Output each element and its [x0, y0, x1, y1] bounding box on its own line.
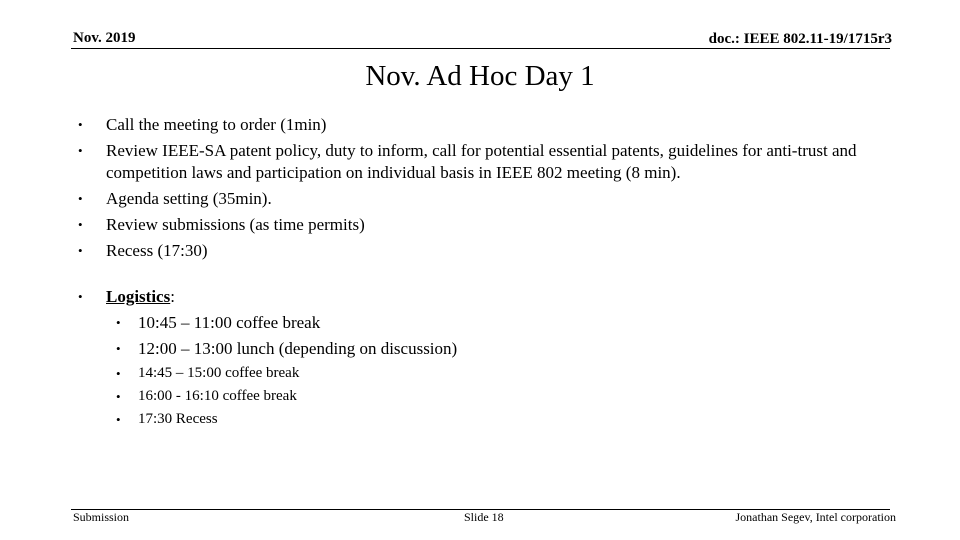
agenda-item-text: Review IEEE-SA patent policy, duty to inform, call for potential essential patents, guidelines for anti-trust and competition laws and participation on individual basis in IEEE 802 meeting (8 min). — [106, 141, 857, 182]
logistics-item — [78, 286, 898, 429]
bullet-icon: • — [116, 389, 121, 404]
header-date: Nov. 2019 — [73, 30, 136, 46]
logistics-label: Logistics — [106, 287, 171, 306]
slide-title: Nov. Ad Hoc Day 1 — [365, 60, 595, 92]
agenda-item — [78, 188, 898, 210]
header-doc-id: doc.: IEEE 802.11-19/1715r3 — [708, 31, 892, 47]
agenda-item-text: Call the meeting to order (1min) — [106, 115, 327, 134]
bullet-icon: • — [78, 191, 83, 206]
logistics-entry — [106, 364, 898, 383]
footer-author: Jonathan Segev, Intel corporation — [735, 510, 896, 524]
logistics-colon: : — [170, 287, 175, 306]
bullet-icon: • — [116, 341, 121, 356]
bullet-icon: • — [116, 315, 121, 330]
agenda-item-text: Recess (17:30) — [106, 241, 208, 260]
agenda-item — [78, 140, 898, 184]
logistics-entry — [106, 312, 898, 334]
logistics-entry-text: 12:00 – 13:00 lunch (depending on discussion) — [138, 339, 458, 358]
agenda-list — [78, 114, 898, 433]
bullet-icon: • — [78, 289, 83, 304]
logistics-entry-text: 16:00 - 16:10 coffee break — [138, 388, 297, 404]
bullet-icon: • — [78, 117, 83, 132]
logistics-entry — [106, 387, 898, 406]
bullet-icon: • — [78, 217, 83, 232]
bullet-icon: • — [116, 366, 121, 381]
logistics-entry-text: 10:45 – 11:00 coffee break — [138, 313, 321, 332]
agenda-item — [78, 114, 898, 136]
agenda-item-text: Review submissions (as time permits) — [106, 215, 365, 234]
footer-submission: Submission — [73, 510, 130, 524]
bullet-icon: • — [78, 243, 83, 258]
agenda-item — [78, 214, 898, 236]
bullet-icon: • — [116, 412, 121, 427]
logistics-entry-text: 14:45 – 15:00 coffee break — [138, 365, 300, 381]
logistics-entry — [106, 338, 898, 360]
logistics-list — [106, 312, 898, 429]
agenda-item-text: Agenda setting (35min). — [106, 189, 272, 208]
logistics-entry-text: 17:30 Recess — [138, 411, 218, 427]
bullet-icon: • — [78, 143, 83, 158]
footer-slide-number: Slide 18 — [464, 510, 504, 524]
logistics-entry — [106, 410, 898, 429]
agenda-item — [78, 240, 898, 262]
header-divider — [71, 48, 890, 49]
